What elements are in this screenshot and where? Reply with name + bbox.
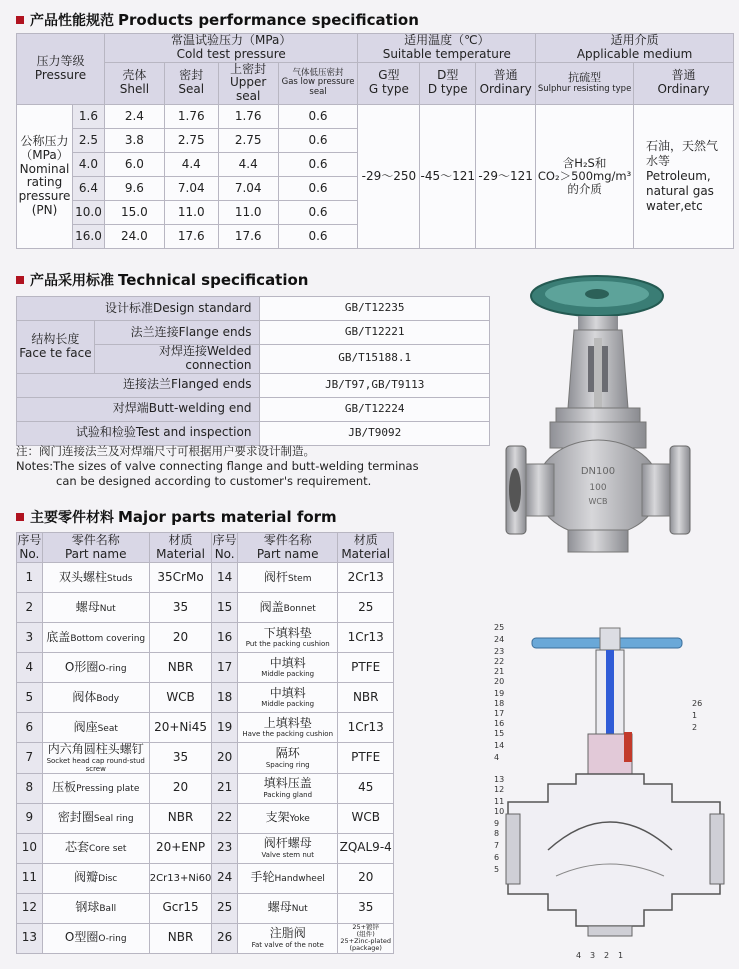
callout-label: 4 (494, 753, 500, 762)
spec-value: JB/T9092 (260, 421, 490, 445)
callout-label: 18 (494, 699, 505, 708)
part-name: 底盖Bottom covering (42, 623, 149, 653)
part-material: 20+ENP (149, 833, 212, 863)
part-name: 阀座Seat (42, 713, 149, 743)
part-number: 16 (212, 623, 238, 653)
part-number: 23 (212, 833, 238, 863)
part-material: 20 (149, 623, 212, 653)
table-row (17, 743, 394, 774)
callout-label: 11 (494, 797, 505, 806)
table-row (17, 623, 394, 653)
part-number: 20 (212, 743, 238, 774)
no-header: 序号 No. (17, 532, 42, 561)
seal-value: 17.6 (164, 224, 218, 248)
part-name: 阀杆Stem (237, 563, 337, 593)
part-material: NBR (149, 803, 212, 833)
part-number: 22 (212, 803, 238, 833)
shell-header: 壳体 Shell (104, 62, 164, 104)
technical-spec-table (16, 296, 490, 446)
table-row (17, 713, 394, 743)
part-material: WCB (338, 803, 394, 833)
part-number: 9 (17, 803, 43, 833)
part-number: 10 (17, 833, 43, 863)
part-name: 中填料 Middle packing (237, 683, 337, 713)
pn-value: 16.0 (72, 224, 104, 248)
shell-value: 24.0 (104, 224, 164, 248)
d-type-header: D型 D type (420, 62, 476, 104)
temp-ordinary-value: -29～121 (476, 104, 536, 248)
gas-seal-value: 0.6 (278, 176, 358, 200)
part-number: 11 (17, 863, 43, 893)
table-row (17, 421, 490, 445)
part-material: PTFE (338, 743, 394, 774)
photo-wcb-label: WCB (588, 497, 608, 506)
seal-value: 1.76 (164, 104, 218, 128)
table-row (17, 563, 394, 593)
spec-label: 法兰连接Flange ends (94, 321, 260, 345)
part-material: NBR (149, 923, 212, 953)
cold-test-header: 常温试验压力（MPa） Cold test pressure (104, 34, 358, 63)
part-number: 15 (212, 593, 238, 623)
callout-label: 1 (618, 951, 624, 960)
part-material: 35 (338, 893, 394, 923)
part-name: 阀体Body (42, 683, 149, 713)
table-row (17, 593, 394, 623)
gas-seal-value: 0.6 (278, 200, 358, 224)
part-name: 双头螺柱Studs (42, 563, 149, 593)
part-name: 隔环 Spacing ring (237, 743, 337, 774)
sulphur-header: 抗硫型 Sulphur resisting type (536, 62, 634, 104)
part-name: 阀盖Bonnet (237, 593, 337, 623)
part-number: 19 (212, 713, 238, 743)
callout-label: 6 (494, 853, 500, 862)
shell-value: 6.0 (104, 152, 164, 176)
table-row (17, 321, 490, 345)
upper-seal-value: 17.6 (218, 224, 278, 248)
part-number: 24 (212, 863, 238, 893)
part-material: Gcr15 (149, 893, 212, 923)
temp-d-value: -45～121 (420, 104, 476, 248)
photo-dn-label: DN100 (580, 466, 616, 477)
body-outline-icon (508, 774, 720, 926)
part-name: 芯套Core set (42, 833, 149, 863)
table-row (17, 833, 394, 863)
part-name-header: 零件名称 Part name (237, 533, 337, 563)
part-name: O型圈O-ring (42, 923, 149, 953)
part-name: 压板Pressing plate (42, 773, 149, 803)
performance-table (16, 33, 734, 249)
callout-label: 23 (494, 647, 505, 656)
photo-pn-label: 100 (589, 483, 607, 493)
part-number: 8 (17, 773, 43, 803)
table-row (17, 803, 394, 833)
shell-value: 3.8 (104, 128, 164, 152)
note-zh: 注：阀门连接法兰及对焊端尺寸可根据用户要求设计制造。 (16, 444, 315, 458)
part-number: 7 (17, 743, 43, 774)
part-material: 35 (149, 593, 212, 623)
part-material: 2Cr13 (338, 563, 394, 593)
ordinary-temp-header: 普通 Ordinary (476, 62, 536, 104)
callout-label: 15 (494, 729, 505, 738)
pn-value: 10.0 (72, 200, 104, 224)
callout-label: 19 (494, 689, 505, 698)
table-row (17, 653, 394, 683)
callout-label: 12 (494, 785, 505, 794)
valve-section-drawing (488, 614, 738, 966)
upper-seal-header: 上密封 Upper seal (218, 62, 278, 104)
seal-value: 7.04 (164, 176, 218, 200)
table-row (17, 923, 394, 953)
part-name: O形圈O-ring (42, 653, 149, 683)
part-material: PTFE (338, 653, 394, 683)
callout-label: 13 (494, 775, 505, 784)
callout-label: 9 (494, 819, 500, 828)
callout-label: 24 (494, 635, 505, 644)
spec-value: GB/T12221 (260, 321, 490, 345)
callout-label: 17 (494, 709, 505, 718)
section-title-performance: 产品性能规范 Products performance specification (16, 10, 419, 30)
table-row (17, 373, 490, 397)
part-name: 支架Yoke (237, 803, 337, 833)
part-name: 阀杆螺母 Valve stem nut (237, 833, 337, 863)
nominal-pressure-label: 公称压力（MPa） Nominal rating pressure (PN) (17, 104, 73, 248)
upper-seal-value: 7.04 (218, 176, 278, 200)
spec-value: GB/T15188.1 (260, 345, 490, 374)
spec-label: 连接法兰Flanged ends (17, 373, 260, 397)
part-number: 1 (17, 563, 43, 593)
no-header: 序号 No. (212, 532, 237, 561)
part-number: 12 (17, 893, 43, 923)
part-material: 20 (338, 863, 394, 893)
part-material: 35CrMo (149, 563, 212, 593)
upper-seal-value: 1.76 (218, 104, 278, 128)
part-name: 手轮Handwheel (237, 863, 337, 893)
part-number: 2 (17, 593, 43, 623)
pn-value: 1.6 (72, 104, 104, 128)
medium-header: 适用介质 Applicable medium (536, 34, 734, 63)
part-name: 钢球Ball (42, 893, 149, 923)
part-material: NBR (149, 653, 212, 683)
callout-label: 14 (494, 741, 505, 750)
part-number: 5 (17, 683, 43, 713)
part-name: 内六角圆柱头螺钉 Socket head cap round-stud screw (42, 743, 149, 774)
pn-value: 4.0 (72, 152, 104, 176)
spec-value: GB/T12235 (260, 297, 490, 321)
section-bullet (16, 276, 24, 284)
shell-value: 15.0 (104, 200, 164, 224)
table-row (17, 893, 394, 923)
spec-label: 试验和检验Test and inspection (17, 421, 260, 445)
part-number: 26 (212, 923, 238, 953)
gas-seal-header: 气体低压密封 Gas low pressure seal (278, 62, 358, 104)
callout-label: 5 (494, 865, 500, 874)
pn-value: 6.4 (72, 176, 104, 200)
sulphur-medium-value: 含H₂S和 CO₂＞500mg/m³ 的介质 (536, 104, 634, 248)
callout-label: 10 (494, 807, 505, 816)
shell-value: 9.6 (104, 176, 164, 200)
seal-value: 11.0 (164, 200, 218, 224)
table-row (17, 297, 490, 321)
gas-seal-value: 0.6 (278, 152, 358, 176)
part-name: 上填料垫 Have the packing cushion (237, 713, 337, 743)
part-name-header: 零件名称 Part name (42, 533, 149, 563)
part-number: 25 (212, 893, 238, 923)
part-material: 45 (338, 773, 394, 803)
callout-label: 26 (692, 699, 703, 708)
shell-value: 2.4 (104, 104, 164, 128)
part-number: 14 (212, 563, 238, 593)
section-title-technical: 产品采用标准 Technical specification (16, 270, 308, 290)
part-material: 25+镀锌 (组件) 25+Zinc-plated (package) (338, 923, 394, 953)
ordinary-medium-header: 普通 Ordinary (634, 62, 734, 104)
valve-photo (498, 268, 736, 588)
material-header: 材质 Material (338, 533, 394, 563)
spec-label: 对焊端Butt-welding end (17, 397, 260, 421)
upper-seal-value: 2.75 (218, 128, 278, 152)
part-name: 阀瓣Disc (42, 863, 149, 893)
parts-material-table (16, 532, 394, 954)
spec-label: 对焊连接Welded connection (94, 345, 260, 374)
part-name: 注脂阀 Fat valve of the note (237, 923, 337, 953)
spec-value: JB/T97,GB/T9113 (260, 373, 490, 397)
upper-seal-value: 4.4 (218, 152, 278, 176)
callout-label: 4 (576, 951, 582, 960)
face-to-face-label: 结构长度 Face te face (17, 321, 95, 374)
part-material: 20+Ni45 (149, 713, 212, 743)
callout-label: 2 (692, 723, 698, 732)
notes (16, 444, 419, 489)
spec-label: 设计标准Design standard (17, 297, 260, 321)
part-name: 密封圈Seal ring (42, 803, 149, 833)
temperature-header: 适用温度（℃） Suitable temperature (358, 34, 536, 63)
part-material: 20 (149, 773, 212, 803)
callout-label: 8 (494, 829, 500, 838)
callout-label: 1 (692, 711, 698, 720)
section-title-parts: 主要零件材料 Major parts material form (16, 507, 337, 527)
temp-g-value: -29～250 (358, 104, 420, 248)
part-material: 1Cr13 (338, 623, 394, 653)
seal-value: 2.75 (164, 128, 218, 152)
upper-seal-value: 11.0 (218, 200, 278, 224)
part-material: 1Cr13 (338, 713, 394, 743)
part-number: 4 (17, 653, 43, 683)
part-name: 下填料垫 Put the packing cushion (237, 623, 337, 653)
part-name: 螺母Nut (237, 893, 337, 923)
table-row (17, 397, 490, 421)
table-row (17, 773, 394, 803)
spec-value: GB/T12224 (260, 397, 490, 421)
material-header: 材质 Material (149, 533, 212, 563)
callout-label: 22 (494, 657, 505, 666)
note-en: Notes:The sizes of valve connecting flange and butt-welding terminas (16, 459, 419, 473)
pn-value: 2.5 (72, 128, 104, 152)
seal-header: 密封 Seal (164, 62, 218, 104)
part-material: NBR (338, 683, 394, 713)
g-type-header: G型 G type (358, 62, 420, 104)
part-material: ZQAL9-4 (338, 833, 394, 863)
callout-label: 21 (494, 667, 505, 676)
gas-seal-value: 0.6 (278, 104, 358, 128)
part-name: 螺母Nut (42, 593, 149, 623)
table-row (17, 863, 394, 893)
section-bullet (16, 16, 24, 24)
part-number: 3 (17, 623, 43, 653)
part-name: 中填料 Middle packing (237, 653, 337, 683)
part-number: 21 (212, 773, 238, 803)
table-row (17, 104, 734, 128)
callout-label: 7 (494, 841, 500, 850)
callout-label: 16 (494, 719, 505, 728)
table-header-row (17, 533, 394, 563)
gas-seal-value: 0.6 (278, 224, 358, 248)
seal-value: 4.4 (164, 152, 218, 176)
part-number: 6 (17, 713, 43, 743)
part-number: 17 (212, 653, 238, 683)
pressure-class-header: 压力等级 Pressure (17, 34, 105, 105)
table-row (17, 683, 394, 713)
callout-label: 3 (590, 951, 596, 960)
part-material: 35 (149, 743, 212, 774)
part-number: 13 (17, 923, 43, 953)
gas-seal-value: 0.6 (278, 128, 358, 152)
part-number: 18 (212, 683, 238, 713)
callout-label: 20 (494, 677, 505, 686)
part-material: 2Cr13+Ni60 (149, 863, 212, 893)
callout-label: 25 (494, 623, 505, 632)
part-name: 填料压盖 Packing gland (237, 773, 337, 803)
part-material: 25 (338, 593, 394, 623)
callout-label: 2 (604, 951, 610, 960)
part-material: WCB (149, 683, 212, 713)
section-bullet (16, 513, 24, 521)
note-en-cont: can be designed according to customer's requirement. (56, 474, 372, 488)
ordinary-medium-value: 石油，天然气 水等 Petroleum, natural gas water,etc (634, 104, 734, 248)
